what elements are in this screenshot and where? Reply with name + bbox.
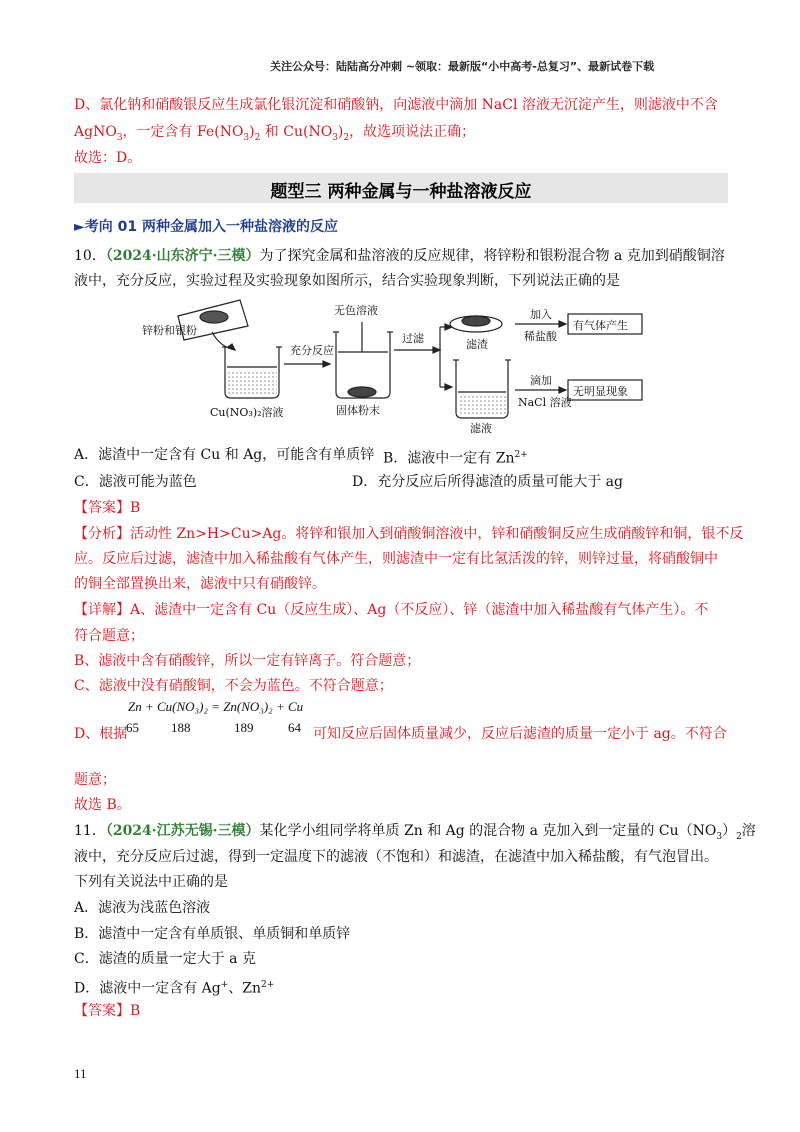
reaction-equation: Zn + Cu(NO₃)₂ = Zn(NO₃)₂ + Cu [128, 699, 304, 714]
prev-option-d-line2: AgNO$_3$，一定含有 $Fe(NO_3)_2$ 和 $Cu(NO_3)_2$，故选项说法正确； [74, 124, 476, 143]
q11-stem-line1: 11．（2024·江苏无锡·三模）某化学小组同学将单质 Zn 和 Ag 的混合物 a 克加入到一定量的 $Cu(NO_3)_2$溶 [74, 823, 756, 842]
section-title-bar [74, 173, 728, 203]
q10-detail-line1: 【详解】A、滤渣中一定含有 Cu（反应生成）、Ag（不反应）、锌（滤渣中加入稀盐酸有气体产生）。不 [74, 602, 709, 618]
q10-number: 10． [74, 248, 106, 264]
label-react: 充分反应 [290, 344, 334, 357]
q10-option-a: A．滤渣中一定含有 Cu 和 Ag，可能含有单质锌 [74, 447, 375, 463]
label-gas: 有气体产生 [573, 319, 628, 332]
q10-source: （2024·山东济宁·三模） [105, 248, 260, 264]
experiment-diagram [140, 292, 680, 437]
q10-option-c: C．滤液可能为蓝色 [74, 474, 197, 490]
label-add-hcl-1: 加入 [530, 308, 552, 321]
mass-zn: 65 [126, 720, 139, 735]
q10-detail-line6: 题意； [74, 772, 116, 788]
q11-source: （2024·江苏无锡·三模） [105, 823, 260, 839]
label-add-nacl-2: NaCl 溶液 [518, 396, 572, 409]
label-solution: Cu(NO₃)₂溶液 [210, 406, 284, 419]
q10-detail-d-prefix: D、根据 [74, 726, 128, 742]
q11-stem-line2: 液中，充分反应后过滤，得到一定温度下的滤液（不饱和）和滤渣，在滤渣中加入稀盐酸，有气泡冒出。 [74, 849, 718, 865]
label-nothing: 无明显现象 [573, 385, 628, 398]
q11-option-c: C．滤渣的质量一定大于 a 克 [74, 951, 256, 967]
mass-cu: 64 [288, 720, 301, 735]
q10-analysis-line3: 的铜全部置换出来，滤液中只有硝酸锌。 [74, 576, 326, 592]
q11-number: 11． [74, 823, 106, 839]
q10-option-d: D．充分反应后所得滤渣的质量可能大于 ag [352, 474, 623, 490]
label-add-hcl-2: 稀盐酸 [524, 330, 557, 343]
q10-choose: 故选 B。 [74, 797, 131, 813]
q11-option-d: D．滤液中一定含有 Ag+、$Zn^{2+}$ [74, 980, 275, 997]
prev-answer-choice: 故选：D。 [74, 150, 142, 166]
q11-option-a: A．滤液为浅蓝色溶液 [74, 900, 211, 916]
q11-stem-line3: 下列有关说法中正确的是 [74, 874, 228, 890]
topic-heading: ►考向 01 两种金属加入一种盐溶液的反应 [74, 219, 339, 235]
label-colorless: 无色溶液 [334, 304, 378, 317]
section-title: 题型三 两种金属与一种盐溶液反应 [270, 182, 532, 202]
label-filter: 过滤 [402, 332, 424, 345]
q10-option-b: B．滤液中一定有 $Zn^{2+}$ [383, 450, 528, 467]
label-filtrate: 滤液 [470, 422, 492, 435]
mass-cuno3: 188 [171, 720, 191, 735]
q10-analysis-line1: 【分析】活动性 Zn>H>Cu>Ag。将锌和银加入到硝酸铜溶液中，锌和硝酸铜反应生成硝酸锌和铜，银不反 [74, 526, 744, 542]
q10-detail-line4: C、滤液中没有硝酸铜，不会为蓝色。不符合题意； [74, 678, 393, 694]
label-powder: 锌粉和银粉 [142, 324, 197, 337]
q10-detail-d-text: 可知反应后固体质量减少，反应后滤渣的质量一定小于 ag。不符合 [313, 726, 727, 742]
label-solid: 固体粉末 [336, 404, 380, 417]
label-residue: 滤渣 [466, 338, 488, 351]
q10-detail-line3: B、滤液中含有硝酸锌，所以一定有锌离子。符合题意； [74, 653, 421, 669]
q11-answer: 【答案】B [74, 1003, 141, 1019]
page-number: 11 [74, 1066, 87, 1081]
q11-option-b: B．滤渣中一定含有单质银、单质铜和单质锌 [74, 926, 351, 942]
q10-answer: 【答案】B [74, 500, 141, 516]
q10-stem-line2: 液中，充分反应，实验过程及实验现象如图所示，结合实验现象判断，下列说法正确的是 [74, 273, 620, 289]
q10-analysis-line2: 应。反应后过滤，滤渣中加入稀盐酸有气体产生，则滤渣中一定有比氢活泼的锌，则锌过量，将硝酸铜中 [74, 551, 718, 567]
label-add-nacl-1: 滴加 [530, 374, 552, 387]
mass-znno3: 189 [234, 720, 254, 735]
triangle-marker-icon: ► [74, 219, 85, 235]
header-banner: 关注公众号：陆陆高分冲刺 ~领取：最新版“小中高考-总复习”、最新试卷下载 [270, 60, 655, 73]
q10-stem-line1: 10．（2024·山东济宁·三模）为了探究金属和盐溶液的反应规律，将锌粉和银粉混合物 a 克加到硝酸铜溶 [74, 248, 725, 264]
prev-option-d-line1: D、氯化钠和硝酸银反应生成氯化银沉淀和硝酸钠，向滤液中滴加 NaCl 溶液无沉淀产生，则滤液中不含 [74, 97, 718, 113]
q10-detail-line2: 符合题意； [74, 628, 144, 644]
